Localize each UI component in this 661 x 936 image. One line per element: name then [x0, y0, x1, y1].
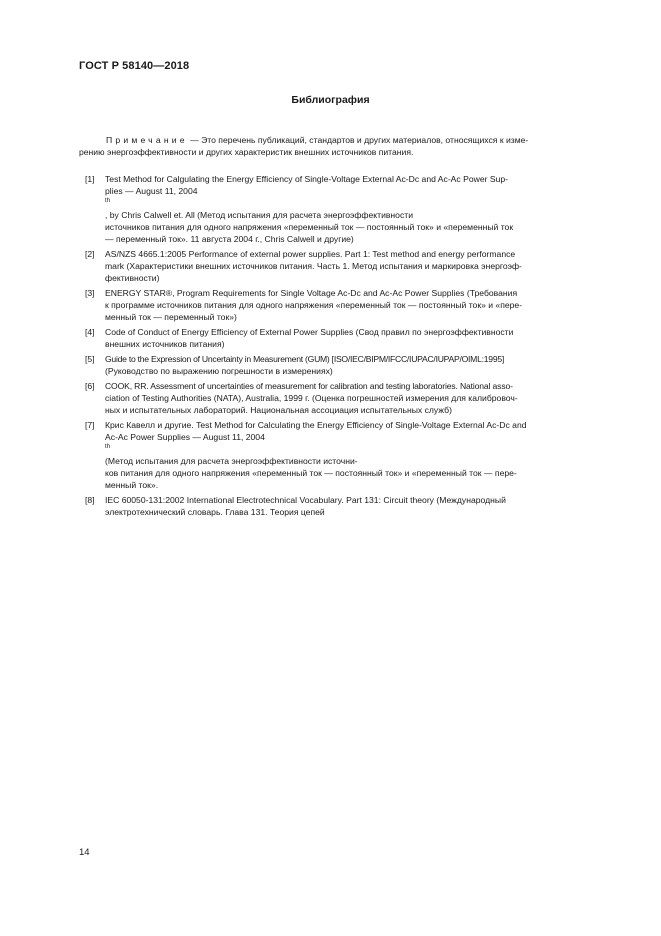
- bibliography-list: [79, 173, 615, 521]
- entry-number: [3]: [85, 288, 95, 298]
- bibliography-entry-3: [79, 287, 615, 323]
- entry-line: COOK, RR. Assessment of uncertainties of measurement for calibration and testing laboratories. National asso-: [105, 381, 513, 391]
- entry-line: ENERGY STAR®, Program Requirements for Single Voltage Ac-Dc and Ac-Ac Power Supplies (Требования: [105, 288, 518, 298]
- entry-line: Крис Кавелл и другие. Test Method for Calculating the Energy Efficiency of Single-Voltage External Ac-Dc and: [105, 420, 527, 430]
- entry-fragment: (Метод испытания для расчета энергоэффективности источни-: [105, 456, 358, 466]
- note-line-1: [79, 134, 615, 146]
- entry-line: менный ток».: [105, 480, 159, 490]
- entry-line: к программе источников питания для одного напряжения «переменный ток — постоянный ток» и «пере-: [105, 300, 523, 310]
- entry-line: источников питания для одного напряжения «переменный ток — постоянный ток» и «переменный ток: [105, 222, 514, 232]
- document-code-header: ГОСТ Р 58140—2018: [79, 60, 190, 72]
- entry-text: [105, 353, 615, 377]
- entry-line: фективности): [105, 273, 160, 283]
- bibliography-entry-1: [79, 173, 615, 245]
- entry-line: AS/NZS 4665.1:2005 Performance of external power supplies. Part 1: Test method and energy performance: [105, 249, 516, 259]
- bibliography-entry-8: [79, 494, 615, 518]
- page-title: Библиография: [291, 94, 370, 106]
- superscript: th: [105, 198, 111, 205]
- bibliography-entry-4: [79, 326, 615, 350]
- entry-text: [105, 248, 615, 284]
- entry-number: [2]: [85, 249, 95, 259]
- entry-line: ков питания для одного напряжения «переменный ток — постоянный ток» и «переменный ток — пере-: [105, 468, 517, 478]
- entry-text: [105, 494, 615, 518]
- entry-line: менный ток — переменный ток»): [105, 312, 237, 322]
- entry-line: Code of Conduct of Energy Efficiency of External Power Supplies (Свод правил по энергоэффективности: [105, 327, 514, 337]
- entry-line: Guide to the Expression of Uncertainty in Measurement (GUM) [ISO/IEC/BIPM/IFCC/IUPAC/IUPAP/OIML:1995]: [105, 354, 505, 364]
- entry-text: [105, 287, 615, 323]
- bibliography-entry-6: [79, 380, 615, 416]
- entry-fragment: , by Chris Calwell et. All (Метод испытания для расчета энергоэффективности: [105, 210, 413, 220]
- note-text-1: Это перечень публикаций, стандартов и других материалов, относящихся к изме-: [201, 135, 529, 145]
- page-number: 14: [79, 847, 90, 858]
- bibliography-entry-7: [79, 419, 615, 491]
- entry-line: ных и испытательных лабораторий. Национальная ассоциация испытательных служб): [105, 405, 452, 415]
- entry-number: [6]: [85, 381, 95, 391]
- entry-line: mark (Характеристики внешних источников питания. Часть 1. Метод испытания и маркировка энергоэф-: [105, 261, 522, 271]
- entry-line: электротехнический словарь. Глава 131. Теория цепей: [105, 507, 325, 517]
- entry-text: [105, 419, 615, 491]
- entry-line: Test Method for Calgulating the Energy Efficiency of Single-Voltage External Ac-Dc and Ac-Ac Power Sup-: [105, 174, 509, 184]
- entry-number: [8]: [85, 495, 95, 505]
- entry-fragment: plies — August 11, 2004: [105, 186, 198, 196]
- entry-number: [5]: [85, 354, 95, 364]
- entry-line: ciation of Testing Authorities (NATA), Australia, 1999 г. (Оценка погрешностей измерения для калибровоч-: [105, 393, 518, 403]
- note-line-2: рению энергоэффективности и других характеристик внешних источников питания.: [79, 147, 414, 157]
- entry-line: [105, 185, 615, 221]
- entry-number: [1]: [85, 174, 95, 184]
- entry-text: [105, 380, 615, 416]
- note-label: Примечание: [106, 135, 188, 145]
- note-paragraph: [79, 134, 615, 158]
- superscript: th: [105, 444, 111, 451]
- bibliography-entry-5: [79, 353, 615, 377]
- entry-line: [105, 431, 615, 467]
- entry-line: IEC 60050-131:2002 International Electrotechnical Vocabulary. Part 131: Circuit theory (Международный: [105, 495, 506, 505]
- entry-line: — переменный ток». 11 августа 2004 г., Chris Calwell и другие): [105, 234, 354, 244]
- entry-text: [105, 173, 615, 245]
- bibliography-entry-2: [79, 248, 615, 284]
- entry-number: [4]: [85, 327, 95, 337]
- entry-text: [105, 326, 615, 350]
- entry-number: [7]: [85, 420, 95, 430]
- entry-fragment: Ac-Ac Power Supplies — August 11, 2004: [105, 432, 265, 442]
- entry-line: (Руководство по выражению погрешности в измерениях): [105, 366, 333, 376]
- note-dash: —: [187, 135, 202, 145]
- entry-line: внешних источников питания): [105, 339, 225, 349]
